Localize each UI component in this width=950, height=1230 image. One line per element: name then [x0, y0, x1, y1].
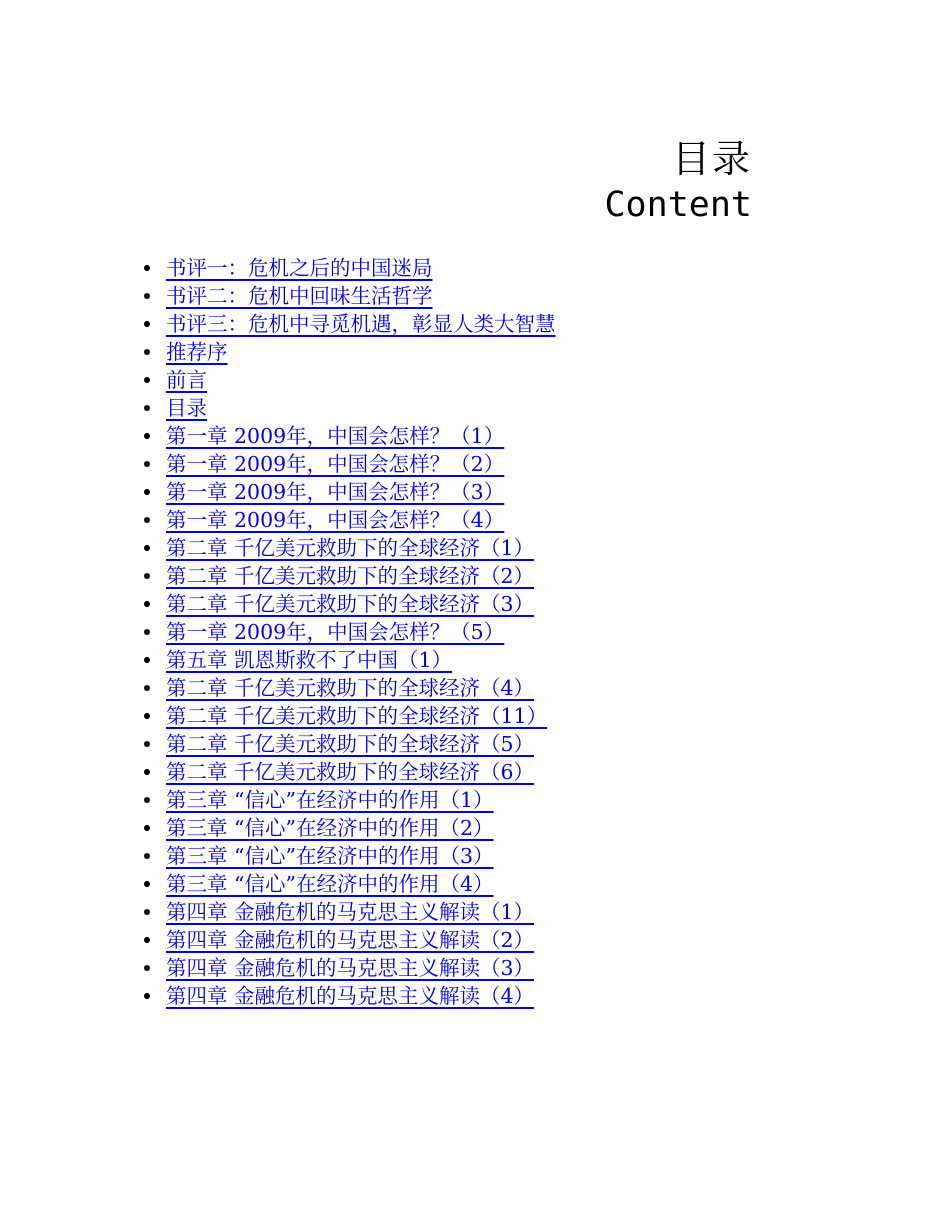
- table-of-contents-list: [144, 254, 556, 1010]
- bullet-icon: [144, 825, 150, 831]
- toc-link[interactable]: 第四章 金融危机的马克思主义解读（1）: [166, 900, 535, 924]
- toc-item: [144, 282, 556, 310]
- toc-item: [144, 478, 556, 506]
- bullet-icon: [144, 321, 150, 327]
- toc-link[interactable]: 书评一：危机之后的中国迷局: [166, 256, 433, 280]
- toc-link[interactable]: 第四章 金融危机的马克思主义解读（3）: [166, 956, 535, 980]
- toc-item: [144, 254, 556, 282]
- toc-link[interactable]: 第二章 千亿美元救助下的全球经济（6）: [166, 760, 535, 784]
- toc-link[interactable]: 前言: [166, 368, 207, 392]
- bullet-icon: [144, 377, 150, 383]
- toc-item: [144, 842, 556, 870]
- toc-link[interactable]: 第三章 “信心”在经济中的作用（1）: [166, 788, 494, 812]
- toc-item: [144, 590, 556, 618]
- toc-item: [144, 310, 556, 338]
- bullet-icon: [144, 657, 150, 663]
- toc-link[interactable]: 第二章 千亿美元救助下的全球经济（5）: [166, 732, 535, 756]
- page-subtitle: Content: [604, 185, 752, 225]
- toc-link[interactable]: 目录: [166, 396, 207, 420]
- bullet-icon: [144, 797, 150, 803]
- toc-item: [144, 702, 556, 730]
- toc-item: [144, 870, 556, 898]
- toc-link[interactable]: 第三章 “信心”在经济中的作用（3）: [166, 844, 494, 868]
- bullet-icon: [144, 349, 150, 355]
- bullet-icon: [144, 573, 150, 579]
- toc-item: [144, 954, 556, 982]
- toc-item: [144, 898, 556, 926]
- toc-item: [144, 814, 556, 842]
- bullet-icon: [144, 937, 150, 943]
- toc-link[interactable]: 第一章 2009年，中国会怎样？（1）: [166, 424, 505, 448]
- toc-item: [144, 338, 556, 366]
- bullet-icon: [144, 685, 150, 691]
- toc-item: [144, 982, 556, 1010]
- bullet-icon: [144, 461, 150, 467]
- toc-link[interactable]: 第二章 千亿美元救助下的全球经济（2）: [166, 564, 535, 588]
- bullet-icon: [144, 965, 150, 971]
- bullet-icon: [144, 433, 150, 439]
- bullet-icon: [144, 741, 150, 747]
- toc-link[interactable]: 书评二：危机中回味生活哲学: [166, 284, 433, 308]
- toc-link[interactable]: 第二章 千亿美元救助下的全球经济（4）: [166, 676, 535, 700]
- toc-item: [144, 506, 556, 534]
- toc-link[interactable]: 第三章 “信心”在经济中的作用（4）: [166, 872, 494, 896]
- bullet-icon: [144, 769, 150, 775]
- bullet-icon: [144, 545, 150, 551]
- bullet-icon: [144, 601, 150, 607]
- toc-item: [144, 562, 556, 590]
- toc-item: [144, 926, 556, 954]
- bullet-icon: [144, 265, 150, 271]
- toc-link[interactable]: 第四章 金融危机的马克思主义解读（2）: [166, 928, 535, 952]
- toc-link[interactable]: 第二章 千亿美元救助下的全球经济（1）: [166, 536, 535, 560]
- toc-item: [144, 534, 556, 562]
- toc-link[interactable]: 第一章 2009年，中国会怎样？（3）: [166, 480, 505, 504]
- toc-item: [144, 646, 556, 674]
- bullet-icon: [144, 993, 150, 999]
- toc-item: [144, 674, 556, 702]
- toc-link[interactable]: 第二章 千亿美元救助下的全球经济（3）: [166, 592, 535, 616]
- bullet-icon: [144, 909, 150, 915]
- bullet-icon: [144, 853, 150, 859]
- page-header: [604, 136, 752, 228]
- toc-link[interactable]: 书评三：危机中寻觅机遇，彰显人类大智慧: [166, 312, 556, 336]
- toc-link[interactable]: 第一章 2009年，中国会怎样？（4）: [166, 508, 505, 532]
- page-title: 目录: [671, 137, 752, 181]
- toc-item: [144, 450, 556, 478]
- toc-link[interactable]: 推荐序: [166, 340, 228, 364]
- toc-item: [144, 730, 556, 758]
- bullet-icon: [144, 629, 150, 635]
- toc-item: [144, 758, 556, 786]
- toc-link[interactable]: 第五章 凯恩斯救不了中国（1）: [166, 648, 453, 672]
- toc-item: [144, 422, 556, 450]
- toc-item: [144, 786, 556, 814]
- toc-link[interactable]: 第一章 2009年，中国会怎样？（5）: [166, 620, 505, 644]
- bullet-icon: [144, 517, 150, 523]
- toc-link[interactable]: 第四章 金融危机的马克思主义解读（4）: [166, 984, 535, 1008]
- bullet-icon: [144, 881, 150, 887]
- bullet-icon: [144, 405, 150, 411]
- toc-link[interactable]: 第三章 “信心”在经济中的作用（2）: [166, 816, 494, 840]
- toc-link[interactable]: 第二章 千亿美元救助下的全球经济（11）: [166, 704, 548, 728]
- bullet-icon: [144, 713, 150, 719]
- bullet-icon: [144, 489, 150, 495]
- toc-item: [144, 366, 556, 394]
- toc-item: [144, 618, 556, 646]
- bullet-icon: [144, 293, 150, 299]
- toc-link[interactable]: 第一章 2009年，中国会怎样？（2）: [166, 452, 505, 476]
- toc-item: [144, 394, 556, 422]
